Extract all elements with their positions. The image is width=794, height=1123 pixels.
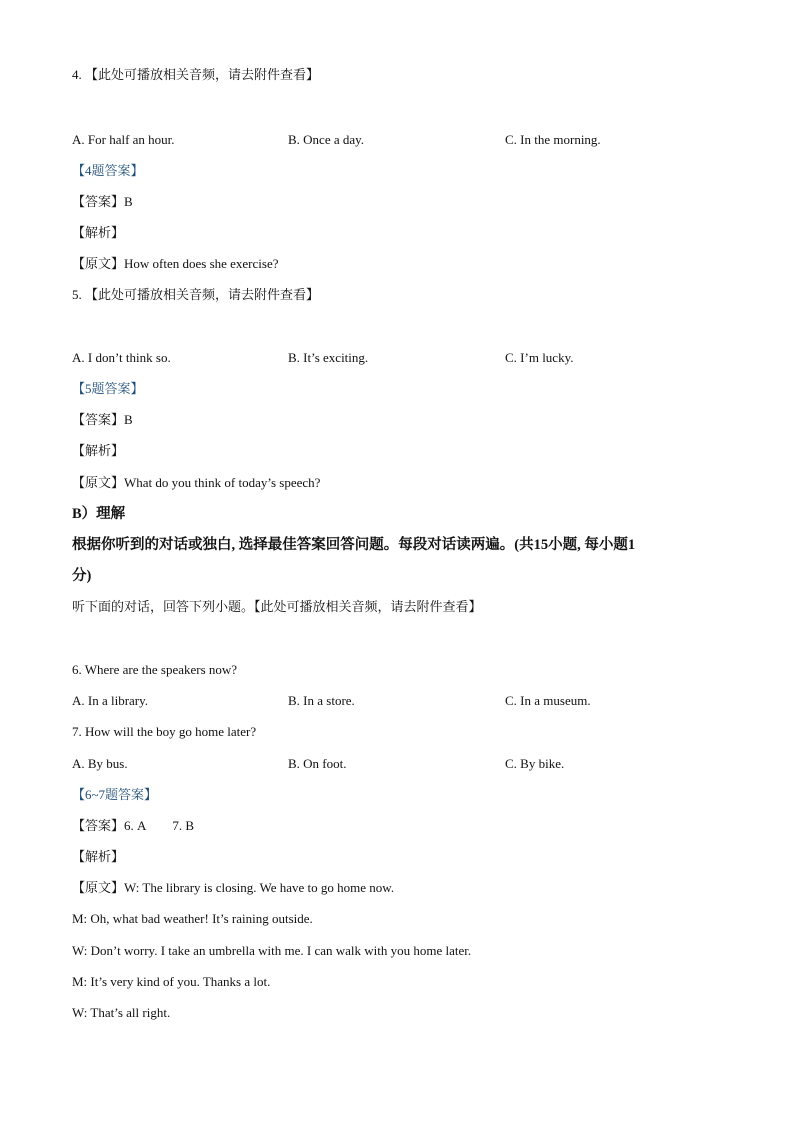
section-b-listen-prompt: 听下面的对话，回答下列小题。【此处可播放相关音频，请去附件查看】: [72, 599, 482, 614]
q4-option-c: C. In the morning.: [505, 132, 601, 147]
q6-question: 6. Where are the speakers now?: [72, 662, 238, 677]
q7-option-b: B. On foot.: [288, 756, 347, 771]
q5-original: 【原文】What do you think of today’s speech?: [72, 475, 321, 490]
q6-option-a: A. In a library.: [72, 693, 149, 708]
dialogue-line: W: Don’t worry. I take an umbrella with me. I can walk with you home later.: [72, 943, 472, 958]
q4-title: 4. 【此处可播放相关音频，请去附件查看】: [72, 67, 320, 82]
q6-7-answer-label: 【答案】6. A: [72, 818, 147, 833]
dialogue-line: 【原文】W: The library is closing. We have to go home now.: [72, 880, 395, 895]
q4-answer: 【答案】B: [72, 194, 133, 209]
q5-analysis: 【解析】: [72, 443, 125, 458]
section-b-instruction-line1: 根据你听到的对话或独白, 选择最佳答案回答问题。每段对话读两遍。(共15小题, 每小题1: [72, 537, 636, 553]
q6-7-analysis: 【解析】: [72, 849, 125, 864]
q6-7-answer: [72, 817, 194, 835]
q5-option-b: B. It’s exciting.: [288, 350, 369, 365]
q7-question: 7. How will the boy go home later?: [72, 724, 257, 739]
q6-7-answer-header: 【6~7题答案】: [72, 787, 158, 802]
q6-option-c: C. In a museum.: [505, 693, 591, 708]
q7-option-a: A. By bus.: [72, 756, 128, 771]
q5-answer-header: 【5题答案】: [72, 381, 144, 396]
dialogue-line: M: It’s very kind of you. Thanks a lot.: [72, 974, 271, 989]
q5-answer: 【答案】B: [72, 412, 133, 427]
q4-original: 【原文】How often does she exercise?: [72, 256, 279, 271]
q5-option-c: C. I’m lucky.: [505, 350, 574, 365]
section-b-heading: B）理解: [72, 506, 126, 522]
q4-option-a: A. For half an hour.: [72, 132, 175, 147]
q4-answer-header: 【4题答案】: [72, 163, 144, 178]
q4-analysis: 【解析】: [72, 225, 125, 240]
dialogue-line: W: That’s all right.: [72, 1005, 171, 1020]
q6-7-answer-second: 7. B: [172, 818, 195, 833]
q5-title: 5. 【此处可播放相关音频，请去附件查看】: [72, 287, 320, 302]
q5-option-a: A. I don’t think so.: [72, 350, 171, 365]
q6-option-b: B. In a store.: [288, 693, 355, 708]
q7-option-c: C. By bike.: [505, 756, 565, 771]
q4-option-b: B. Once a day.: [288, 132, 365, 147]
section-b-instruction-line2: 分): [72, 568, 92, 584]
dialogue-line: M: Oh, what bad weather! It’s raining outside.: [72, 911, 313, 926]
